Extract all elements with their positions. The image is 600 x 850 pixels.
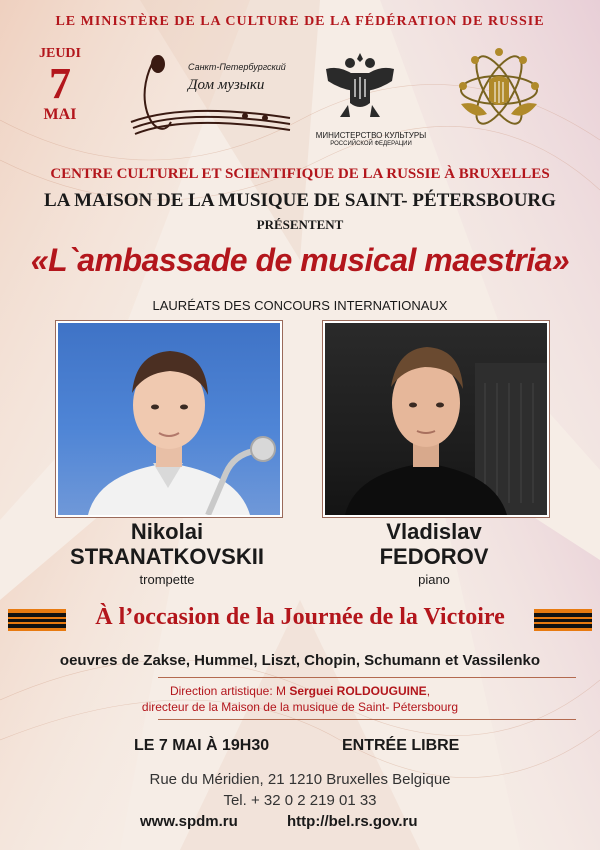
trumpeter-portrait (58, 323, 280, 515)
ministry-eagle-emblem (320, 45, 400, 125)
concert-title: «L`ambassade de musical maestria» (30, 242, 570, 278)
phone: Tel. + 32 0 2 219 01 33 (223, 792, 377, 809)
direction-prefix: Direction artistique: M (169, 684, 290, 698)
concert-subtitle: LAURÉATS DES CONCOURS INTERNATIONAUX (152, 298, 448, 313)
program-line: oeuvres de Zakse, Hummel, Liszt, Chopin, Schumann et Vassilenko (59, 652, 541, 669)
pianist-portrait (325, 323, 547, 515)
performer-name-left (17, 519, 317, 569)
presenter-line-3: PRÉSENTENT (256, 217, 344, 232)
ministry-caption: МИНИСТЕРСТВО КУЛЬТУРЫ (315, 131, 427, 140)
divider-bottom (158, 719, 576, 720)
date-day: JEUDI (38, 46, 81, 61)
performer-first-name-right: Vladislav (386, 519, 482, 544)
date-month: MAI (43, 106, 77, 123)
dom-muzyki-name: Дом музыки (188, 77, 265, 93)
event-datetime: LE 7 MAI À 19H30 (134, 737, 270, 754)
date-number: 7 (49, 59, 71, 108)
dom-muzyki-city: Санкт-Петербургский (188, 62, 286, 72)
artistic-direction (0, 684, 600, 698)
date-badge (24, 46, 96, 124)
website-link-spdm[interactable]: www.spdm.ru (140, 813, 238, 830)
performer-name-right (284, 519, 584, 569)
performer-last-name-left: STRANATKOVSKII (70, 544, 264, 569)
divider-top (158, 677, 576, 678)
performer-first-name-left: Nikolai (130, 519, 204, 544)
direction-suffix: , (426, 684, 431, 698)
ministry-header: LE MINISTÈRE DE LA CULTURE DE LA FÉDÉRATION DE RUSSIE (55, 14, 545, 29)
performer-last-name-right: FEDOROV (379, 544, 489, 569)
director-role: directeur de la Maison de la musique de Saint- Pétersbourg (141, 700, 459, 714)
director-name: Serguei ROLDOUGUINE (289, 684, 427, 698)
entry-free: ENTRÉE LIBRE (342, 737, 460, 754)
presenter-line-1: CENTRE CULTUREL ET SCIENTIFIQUE DE LA RUSSIE À BRUXELLES (50, 166, 550, 182)
presenter-line-2: LA MAISON DE LA MUSIQUE DE SAINT- PÉTERSBOURG (44, 190, 556, 211)
ministry-caption-sub: РОССИЙСКОЙ ФЕДЕРАЦИИ (330, 141, 412, 147)
performer-photo-right (323, 321, 549, 517)
website-link-rs-gov[interactable]: http://bel.rs.gov.ru (287, 813, 418, 830)
address: Rue du Méridien, 21 1210 Bruxelles Belgique (149, 771, 451, 788)
performer-instrument-left: trompette (139, 572, 195, 587)
performer-photo-left (56, 321, 282, 517)
occasion-heading: À l’occasion de la Journée de la Victoire (95, 604, 505, 630)
performer-instrument-right: piano (418, 572, 450, 587)
cultural-centre-emblem (455, 46, 543, 134)
